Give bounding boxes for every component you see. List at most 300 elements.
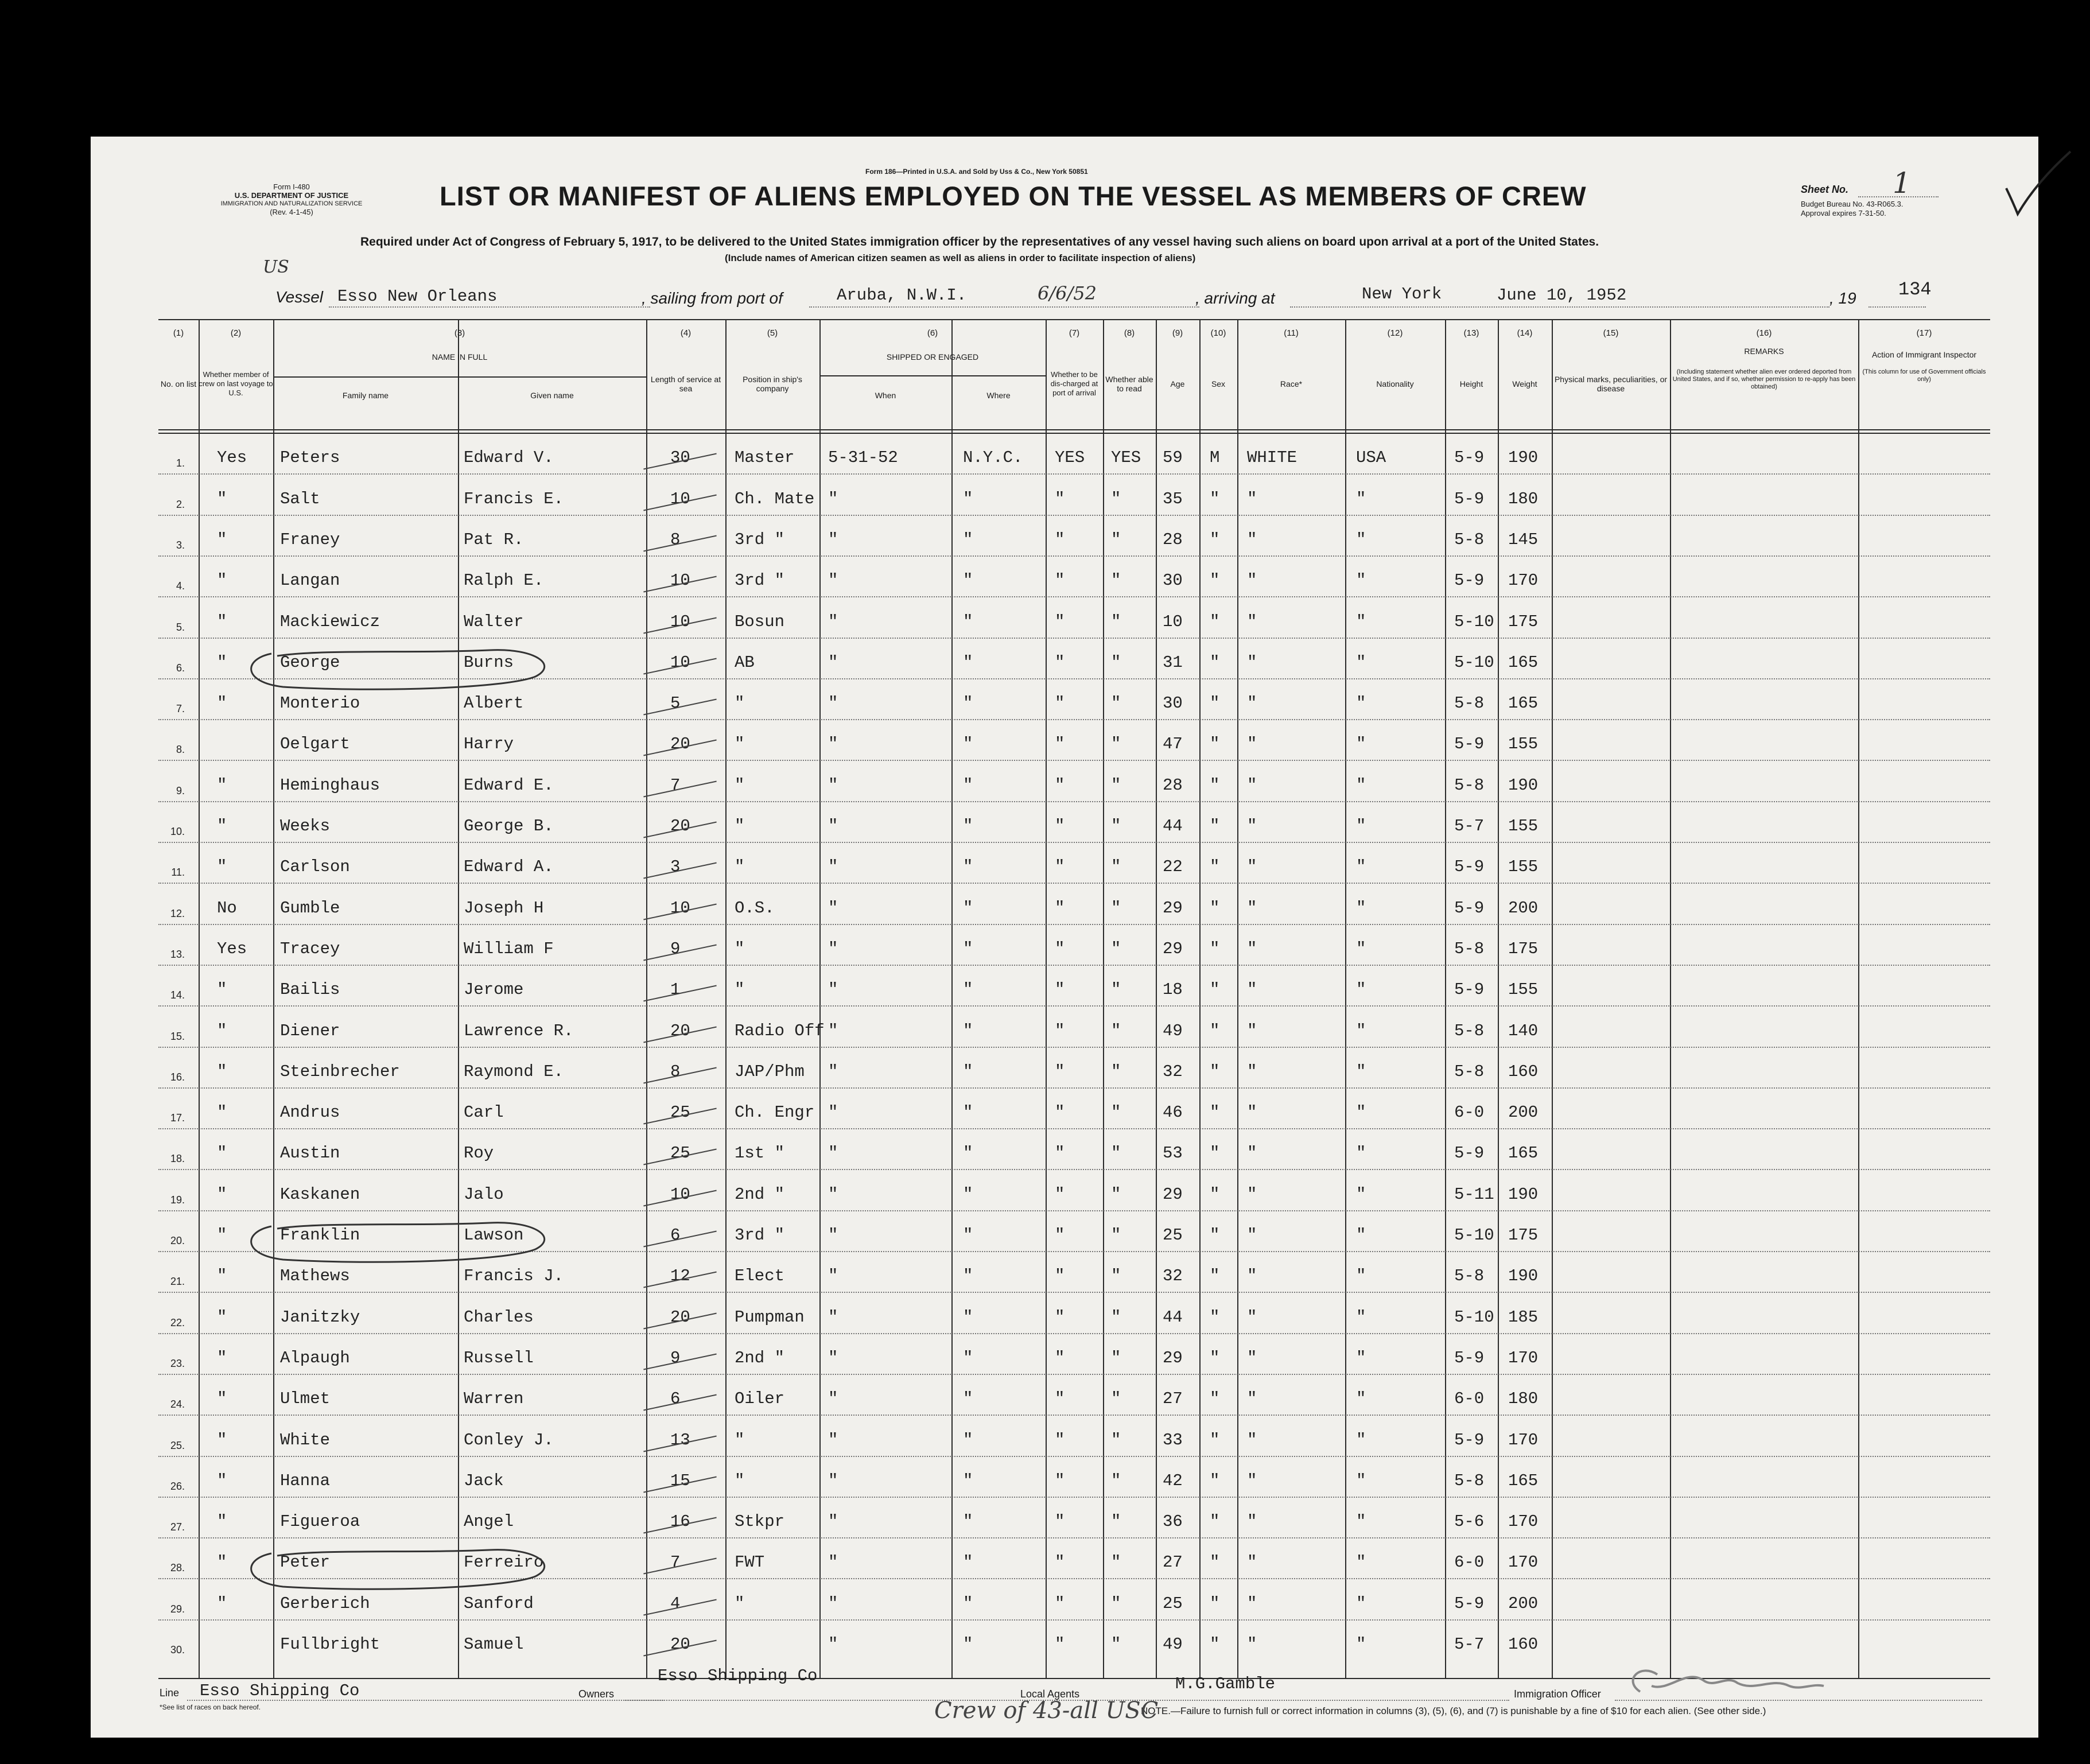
page-title: LIST OR MANIFEST OF ALIENS EMPLOYED ON THE VESSEL AS MEMBERS OF CREW (440, 181, 1587, 211)
cell-height: 5-9 (1454, 448, 1485, 468)
row-separator (158, 1537, 1990, 1538)
cell-sex: " (1210, 735, 1220, 754)
cell-race: " (1247, 1184, 1257, 1204)
row-number: 14. (170, 989, 185, 1001)
cell-position: Stkpr (735, 1512, 785, 1532)
cell-age: 25 (1163, 1594, 1183, 1613)
row-number: 12. (170, 907, 185, 919)
column-rule (725, 319, 727, 1678)
cell-nat: " (1356, 1594, 1366, 1613)
row-number: 6. (176, 662, 185, 674)
row-separator (158, 1169, 1990, 1170)
cell-sex: " (1210, 817, 1220, 836)
row-separator (158, 1005, 1990, 1007)
circled-name-mark (237, 1215, 558, 1266)
column-number: (17) (1916, 328, 1932, 338)
cell-service: 13 (670, 1430, 690, 1450)
cell-position: FWT (735, 1553, 765, 1572)
cell-when: " (828, 1430, 838, 1450)
cell-family: Tracey (280, 939, 340, 958)
arriving-date: June 10, 1952 (1497, 286, 1627, 305)
cell-disch: " (1055, 1144, 1065, 1163)
cell-sex: " (1210, 1103, 1220, 1122)
cell-position: 2nd " (735, 1184, 785, 1204)
cell-position: Ch. Mate (735, 489, 815, 508)
cell-position: " (735, 939, 745, 958)
cell-nat: " (1356, 857, 1366, 877)
row-number: 16. (170, 1071, 185, 1083)
cell-read: " (1111, 1021, 1121, 1040)
cell-nat: " (1356, 1635, 1366, 1654)
cell-nat: " (1356, 612, 1366, 631)
cell-race: " (1247, 1307, 1257, 1327)
cell-read: " (1111, 1184, 1121, 1204)
cell-family: Gumble (280, 898, 340, 918)
cell-height: 5-7 (1454, 1635, 1485, 1654)
cell-weight: 170 (1508, 1512, 1539, 1532)
row-separator (158, 801, 1990, 802)
row-separator (158, 1456, 1990, 1457)
row-number: 24. (170, 1398, 185, 1411)
cell-weight: 180 (1508, 489, 1539, 508)
cell-sex: " (1210, 612, 1220, 631)
column-rule (1156, 319, 1157, 1678)
cell-when: " (828, 652, 838, 672)
cell-service: 8 (670, 530, 681, 549)
cell-when: " (828, 1594, 838, 1613)
cell-age: 44 (1163, 1307, 1183, 1327)
column-header: Whether member of crew on last voyage to U.S. (199, 370, 273, 397)
cell-when: " (828, 694, 838, 713)
cell-race: " (1247, 857, 1257, 877)
cell-service: 16 (670, 1512, 690, 1532)
column-number: (8) (1124, 328, 1135, 338)
cell-service: 9 (670, 939, 681, 958)
cell-where: " (963, 1021, 973, 1040)
cell-prev: " (217, 1430, 227, 1450)
cell-family: Austin (280, 1144, 340, 1163)
cell-weight: 160 (1508, 1635, 1539, 1654)
row-separator (158, 1415, 1990, 1416)
cell-family: Diener (280, 1021, 340, 1040)
cell-given: Walter (464, 612, 524, 631)
cell-weight: 155 (1508, 980, 1539, 1000)
cell-given: Joseph H (464, 898, 544, 918)
sailing-date: 6/6/52 (1038, 282, 1097, 304)
cell-when: 5-31-52 (828, 448, 898, 468)
cell-read: " (1111, 775, 1121, 795)
cell-prev: " (217, 530, 227, 549)
cell-height: 5-9 (1454, 980, 1485, 1000)
cell-position: " (735, 775, 745, 795)
cell-age: 25 (1163, 1226, 1183, 1245)
column-header: Sex (1211, 379, 1226, 388)
column-number: (4) (680, 328, 692, 338)
cell-read: " (1111, 1266, 1121, 1286)
cell-prev: " (217, 489, 227, 508)
row-number: 5. (176, 621, 185, 633)
cell-position: 3rd " (735, 1226, 785, 1245)
cell-prev: " (217, 857, 227, 877)
cell-where: " (963, 1307, 973, 1327)
row-separator (158, 638, 1990, 639)
cell-family: White (280, 1430, 331, 1450)
row-number: 30. (170, 1644, 185, 1656)
cell-when: " (828, 857, 838, 877)
cell-height: 5-6 (1454, 1512, 1485, 1532)
cell-position: Elect (735, 1266, 785, 1286)
cell-nat: " (1356, 1103, 1366, 1122)
cell-nat: " (1356, 1512, 1366, 1532)
cell-service: 20 (670, 817, 690, 836)
cell-prev: " (217, 1021, 227, 1040)
row-number: 10. (170, 826, 185, 837)
cell-prev: " (217, 1062, 227, 1081)
cell-disch: " (1055, 1266, 1065, 1286)
cell-height: 5-10 (1454, 652, 1494, 672)
cell-read: " (1111, 1553, 1121, 1572)
cell-service: 10 (670, 571, 690, 590)
cell-where: " (963, 530, 973, 549)
cell-family: Mathews (280, 1266, 350, 1286)
cell-where: " (963, 1430, 973, 1450)
cell-family: Hanna (280, 1471, 331, 1490)
row-separator (158, 473, 1990, 475)
column-number: (13) (1463, 328, 1479, 338)
column-header: Whether to be dis-charged at port of arrival (1050, 370, 1098, 397)
cell-service: 25 (670, 1103, 690, 1122)
cell-given: Carl (464, 1103, 504, 1122)
row-number: 19. (170, 1194, 185, 1206)
row-number: 2. (176, 498, 185, 510)
cell-given: Francis E. (464, 489, 564, 508)
cell-sex: " (1210, 652, 1220, 672)
row-separator (158, 1047, 1990, 1048)
cell-given: William F (464, 939, 554, 958)
cell-disch: " (1055, 735, 1065, 754)
stamp-number: 134 (1898, 279, 1932, 300)
cell-position: " (735, 1430, 745, 1450)
cell-given: Burns (464, 652, 514, 672)
column-number: (2) (230, 328, 242, 338)
agents-value: M.G.Gamble (1175, 1674, 1276, 1693)
service-label: IMMIGRATION AND NATURALIZATION SERVICE (220, 200, 363, 207)
cell-when: " (828, 1348, 838, 1367)
cell-disch: " (1055, 652, 1065, 672)
cell-read: " (1111, 571, 1121, 590)
cell-disch: " (1055, 1184, 1065, 1204)
cell-disch: " (1055, 1062, 1065, 1081)
cell-sex: " (1210, 939, 1220, 958)
cell-read: " (1111, 980, 1121, 1000)
cell-where: " (963, 571, 973, 590)
cell-where: " (963, 1103, 973, 1122)
cell-read: " (1111, 1062, 1121, 1081)
cell-prev: " (217, 1226, 227, 1245)
sailing-port: Aruba, N.W.I. (837, 286, 967, 305)
cell-when: " (828, 571, 838, 590)
cell-when: " (828, 817, 838, 836)
cell-where: " (963, 939, 973, 958)
cell-read: " (1111, 735, 1121, 754)
cell-height: 6-0 (1454, 1553, 1485, 1572)
cell-race: " (1247, 1594, 1257, 1613)
cell-race: WHITE (1247, 448, 1297, 468)
cell-race: " (1247, 1062, 1257, 1081)
cell-prev: " (217, 980, 227, 1000)
owners-value: Esso Shipping Co (658, 1666, 818, 1685)
cell-height: 5-9 (1454, 735, 1485, 754)
cell-service: 1 (670, 980, 681, 1000)
cell-height: 5-11 (1454, 1184, 1494, 1204)
cell-service: 20 (670, 735, 690, 754)
cell-position: " (735, 694, 745, 713)
cell-height: 5-9 (1454, 1144, 1485, 1163)
cell-nat: USA (1356, 448, 1386, 468)
column-header: Race* (1280, 379, 1303, 388)
cell-prev: " (217, 1144, 227, 1163)
cell-race: " (1247, 898, 1257, 918)
cell-service: 30 (670, 448, 690, 468)
cell-height: 5-9 (1454, 1594, 1485, 1613)
column-rule (1670, 319, 1671, 1678)
cell-given: Warren (464, 1389, 524, 1409)
cell-prev: " (217, 1307, 227, 1327)
cell-disch: " (1055, 694, 1065, 713)
cell-nat: " (1356, 1266, 1366, 1286)
column-rule (199, 319, 200, 1678)
row-separator (158, 719, 1990, 720)
cell-position: JAP/Phm (735, 1062, 805, 1081)
cell-read: " (1111, 652, 1121, 672)
cell-when: " (828, 530, 838, 549)
cell-given: Jerome (464, 980, 524, 1000)
cell-age: 32 (1163, 1266, 1183, 1286)
cell-sex: " (1210, 694, 1220, 713)
races-note: *See list of races on back hereof. (160, 1703, 261, 1711)
cell-sex: " (1210, 1512, 1220, 1532)
cell-given: Conley J. (464, 1430, 554, 1450)
cell-height: 5-8 (1454, 1062, 1485, 1081)
cell-read: " (1111, 939, 1121, 958)
cell-age: 28 (1163, 775, 1183, 795)
column-rule (951, 376, 953, 1678)
cell-race: " (1247, 489, 1257, 508)
cell-family: Gerberich (280, 1594, 370, 1613)
cell-race: " (1247, 571, 1257, 590)
cell-race: " (1247, 694, 1257, 713)
cell-sex: " (1210, 1389, 1220, 1409)
cell-given: Harry (464, 735, 514, 754)
cell-nat: " (1356, 694, 1366, 713)
cell-sex: " (1210, 1307, 1220, 1327)
cell-position: Radio Off (735, 1021, 825, 1040)
cell-read: " (1111, 898, 1121, 918)
cell-height: 5-9 (1454, 571, 1485, 590)
cell-read: " (1111, 1103, 1121, 1122)
header-rule (158, 433, 1990, 434)
cell-where: " (963, 1389, 973, 1409)
cell-sex: " (1210, 1021, 1220, 1040)
cell-weight: 200 (1508, 898, 1539, 918)
cell-read: " (1111, 1389, 1121, 1409)
column-rule (1046, 319, 1047, 1678)
column-header: REMARKS (1744, 347, 1784, 356)
row-number: 27. (170, 1521, 185, 1533)
cell-service: 20 (670, 1635, 690, 1654)
cell-position: Master (735, 448, 795, 468)
cell-nat: " (1356, 1471, 1366, 1490)
cell-age: 28 (1163, 530, 1183, 549)
cell-given: Samuel (464, 1635, 524, 1654)
printer-line: Form 186—Printed in U.S.A. and Sold by Uss & Co., New York 50851 (865, 168, 1088, 176)
cell-nat: " (1356, 1553, 1366, 1572)
circled-name-mark (237, 1542, 558, 1594)
cell-position: " (735, 1471, 745, 1490)
cell-race: " (1247, 1103, 1257, 1122)
cell-height: 5-8 (1454, 775, 1485, 795)
cell-family: George (280, 652, 340, 672)
cell-race: " (1247, 1021, 1257, 1040)
form-number: Form I-480 (273, 182, 310, 191)
cell-service: 6 (670, 1226, 681, 1245)
cell-race: " (1247, 817, 1257, 836)
cell-given: Edward V. (464, 448, 554, 468)
cell-weight: 175 (1508, 612, 1539, 631)
cell-where: " (963, 612, 973, 631)
cell-height: 5-9 (1454, 1430, 1485, 1450)
cell-height: 5-9 (1454, 489, 1485, 508)
cell-age: 49 (1163, 1021, 1183, 1040)
cell-prev: " (217, 1512, 227, 1532)
cell-weight: 190 (1508, 775, 1539, 795)
cell-height: 5-7 (1454, 817, 1485, 836)
cell-race: " (1247, 1553, 1257, 1572)
column-number: (7) (1069, 328, 1080, 338)
cell-read: " (1111, 1512, 1121, 1532)
cell-family: Fullbright (280, 1635, 380, 1654)
cell-where: " (963, 1512, 973, 1532)
approval-expires: Approval expires 7-31-50. (1801, 209, 1886, 217)
column-rule (1237, 319, 1238, 1678)
cell-age: 36 (1163, 1512, 1183, 1532)
cell-when: " (828, 1471, 838, 1490)
cell-read: YES (1111, 448, 1141, 468)
cell-nat: " (1356, 817, 1366, 836)
cell-age: 59 (1163, 448, 1183, 468)
cell-disch: " (1055, 775, 1065, 795)
cell-disch: " (1055, 898, 1065, 918)
cell-when: " (828, 980, 838, 1000)
cell-when: " (828, 775, 838, 795)
cell-age: 18 (1163, 980, 1183, 1000)
cell-where: " (963, 817, 973, 836)
circled-name-mark (237, 642, 558, 694)
cell-family: Langan (280, 571, 340, 590)
cell-nat: " (1356, 571, 1366, 590)
row-number: 7. (176, 703, 185, 715)
cell-family: Peter (280, 1553, 331, 1572)
cell-read: " (1111, 857, 1121, 877)
cell-age: 46 (1163, 1103, 1183, 1122)
cell-service: 9 (670, 1348, 681, 1367)
row-separator (158, 596, 1990, 597)
cell-sex: " (1210, 530, 1220, 549)
cell-family: Ulmet (280, 1389, 331, 1409)
cell-service: 10 (670, 612, 690, 631)
cell-sex: M (1210, 448, 1220, 468)
cell-disch: " (1055, 571, 1065, 590)
cell-disch: " (1055, 980, 1065, 1000)
cell-given: Ralph E. (464, 571, 544, 590)
cell-given: Lawson (464, 1226, 524, 1245)
cell-sex: " (1210, 1144, 1220, 1163)
cell-service: 10 (670, 1184, 690, 1204)
cell-sex: " (1210, 489, 1220, 508)
cell-height: 5-10 (1454, 1226, 1494, 1245)
agents-label: Local Agents (1020, 1688, 1080, 1700)
sailing-label: , sailing from port of (642, 289, 783, 307)
cell-where: " (963, 694, 973, 713)
cell-given: Angel (464, 1512, 514, 1532)
cell-family: Franey (280, 530, 340, 549)
cell-weight: 180 (1508, 1389, 1539, 1409)
cell-sex: " (1210, 1594, 1220, 1613)
arriving-port: New York (1362, 285, 1442, 304)
cell-given: Pat R. (464, 530, 524, 549)
line-label: Line (160, 1687, 180, 1699)
cell-age: 29 (1163, 1184, 1183, 1204)
row-separator (158, 965, 1990, 966)
cell-race: " (1247, 1635, 1257, 1654)
cell-family: Peters (280, 448, 340, 468)
cell-prev: No (217, 898, 237, 918)
cell-service: 6 (670, 1389, 681, 1409)
cell-age: 32 (1163, 1062, 1183, 1081)
cell-disch: " (1055, 1021, 1065, 1040)
cell-height: 5-8 (1454, 1471, 1485, 1490)
cell-disch: YES (1055, 448, 1085, 468)
row-separator (158, 1087, 1990, 1089)
cell-position: 3rd " (735, 530, 785, 549)
cell-disch: " (1055, 1430, 1065, 1450)
cell-weight: 200 (1508, 1103, 1539, 1122)
column-number: (10) (1210, 328, 1226, 338)
cell-weight: 160 (1508, 1062, 1539, 1081)
fine-note: NOTE.—Failure to furnish full or correct information in columns (3), (5), (6), and (7) is punishable by a fine of $10 for each alien. (See other side.) (1141, 1705, 1766, 1716)
cell-height: 5-8 (1454, 939, 1485, 958)
cell-when: " (828, 612, 838, 631)
cell-disch: " (1055, 489, 1065, 508)
cell-position: " (735, 857, 745, 877)
row-separator (158, 515, 1990, 516)
column-rule (1858, 319, 1859, 1678)
cell-family: Andrus (280, 1103, 340, 1122)
cell-family: Mackiewicz (280, 612, 380, 631)
cell-where: " (963, 1594, 973, 1613)
cell-position: " (735, 735, 745, 754)
cell-sex: " (1210, 775, 1220, 795)
cell-service: 20 (670, 1307, 690, 1327)
cell-race: " (1247, 1512, 1257, 1532)
column-header: Given name (530, 391, 574, 400)
row-separator (158, 842, 1990, 843)
cell-family: Alpaugh (280, 1348, 350, 1367)
cell-position: Ch. Engr (735, 1103, 815, 1122)
cell-nat: " (1356, 775, 1366, 795)
cell-sex: " (1210, 1471, 1220, 1490)
cell-weight: 155 (1508, 817, 1539, 836)
